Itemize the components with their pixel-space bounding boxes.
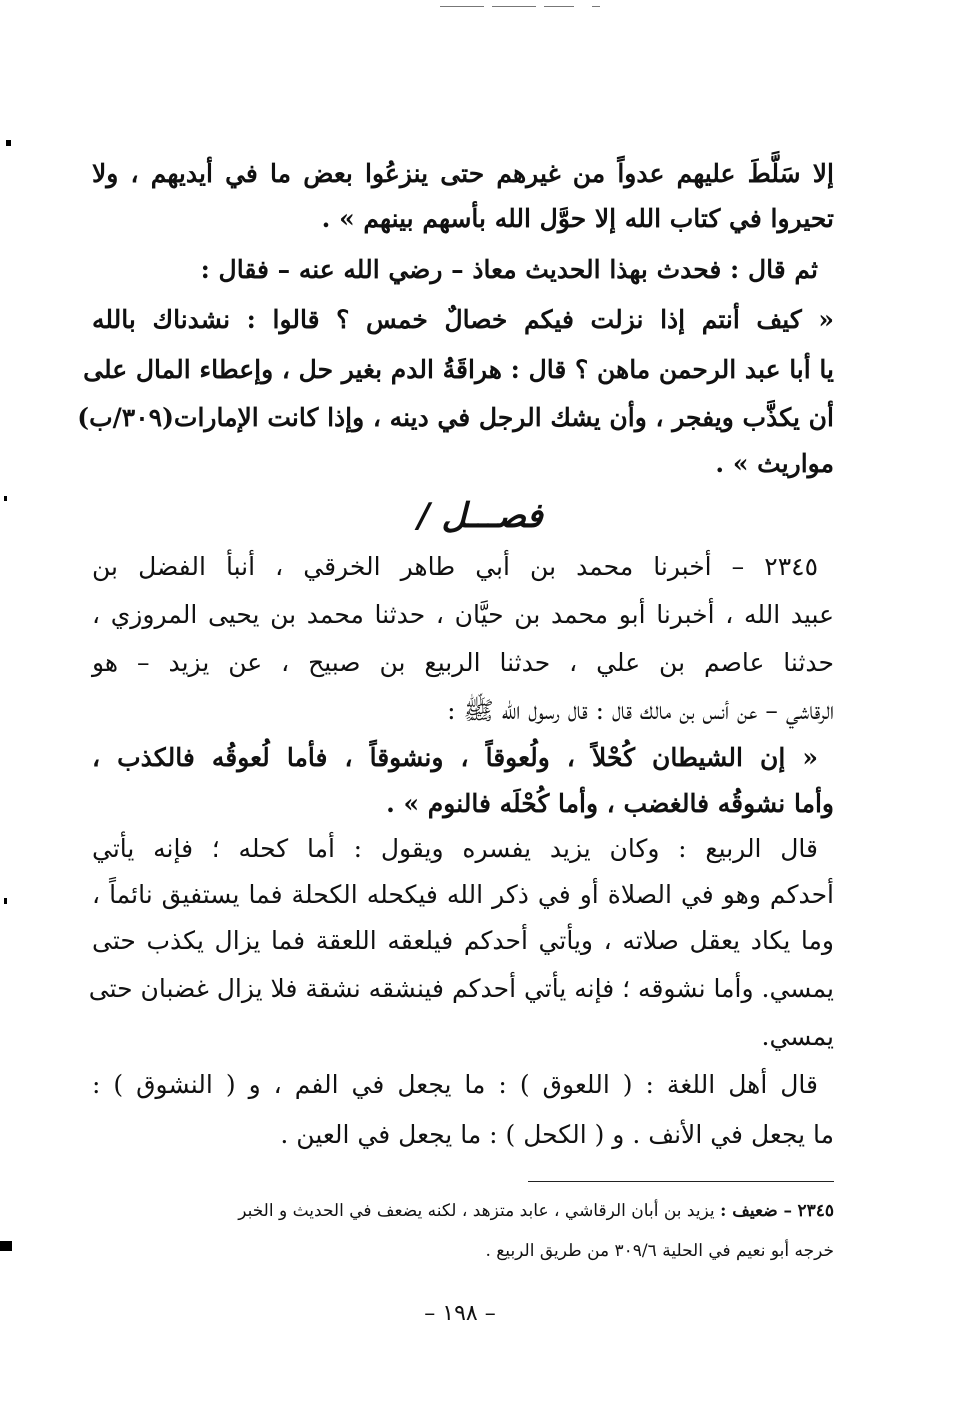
commentary-line: وما يكاد يعقل صلاته ، ويأتي أحدكم فيلعقه اللعقة فما يزال يكذب حتى [92,926,834,955]
margin-mark [4,898,7,904]
margin-mark [4,496,7,501]
hadith-line: الرقاشي – عن أنس بن مالك قال : قال رسول الله ﷺ : [447,696,834,725]
hadith-line: عبيد الله ، أخبرنا أبو محمد بن حيَّان ، حدثنا محمد بن يحيى المروزي ، [92,600,834,629]
hadith-line: ٢٣٤٥ – أخبرنا محمد بن أبي طاهر الخرقي ، أنبأ الفضل بن [92,552,818,581]
body-line: تحيروا في كتاب الله إلا حوَّل الله بأسهم بينهم » . [321,204,834,233]
footnote-number: ٢٣٤٥ [797,1201,834,1221]
commentary-line: أحدكم وهو في الصلاة أو في ذكر الله فيكحله الكحلة فما يستفيق نائماً ، [92,880,834,909]
body-line: أن يكذَّب ويفجر ، وأن يشك الرجل في دينه ، وإذا كانت الإمارات(٣٠٩/ب) [77,403,834,432]
footnote-line: خرجه أبو نعيم في الحلية ٣٠٩/٦ من طريق الربيع . [485,1241,834,1261]
commentary-line: قال الربيع : وكان يزيد يفسره ويقول : أما كحله ؛ فإنه يأتي [92,834,818,863]
matn-line: « إن الشيطان كُحْلاً ، ولُعوقاً ، ونشوقاً ، فأما لُعوقُه فالكذب ، [92,743,818,772]
section-heading: فصـــل / [417,496,543,536]
commentary-line: يمسي. وأما نشوقه ؛ فإنه يأتي أحدكم فينشقه نشقة فلا يزال غضبان حتى [88,974,834,1003]
footnote-grade: – ضعيف : [720,1201,793,1221]
body-line: إلا سَلَّطَ عليهم عدواً من غيرهم حتى ينزعُوا بعض ما في أيديهم ، ولا [92,159,834,188]
commentary-line: يمسي. [761,1022,834,1051]
page-number: – ١٩٨ – [424,1301,496,1326]
matn-line: وأما نشوقُه فالغضب ، وأما كُحْلَه فالنوم » . [386,789,834,818]
body-line: يا أبا عبد الرحمن ماهن ؟ قال : هراقَةُ الدم بغير حل ، وإعطاء المال على [83,355,834,384]
hadith-line: حدثنا عاصم بن علي ، حدثنا الربيع بن صبيح ، عن يزيد – هو [92,648,834,677]
lexical-note-line: ما يجعل في الأنف . و ( الكحل ) : ما يجعل في العين . [280,1120,834,1149]
margin-mark [6,140,11,146]
top-decorative-rule [440,4,602,10]
body-line: « كيف أنتم إذا نزلت فيكم خصالٌ خمس ؟ قالوا : نشدناك بالله [92,305,834,334]
lexical-note-line: قال أهل اللغة : ( اللعوق ) : ما يجعل في الفم ، و ( النشوق ) : [92,1070,818,1099]
footnote-separator [528,1181,834,1182]
body-line: مواريث » . [715,449,834,478]
margin-mark [0,1241,12,1251]
body-line: ثم قال : فحدث بهذا الحديث معاذ – رضي الله عنه – فقال : [200,255,818,284]
footnote-text: يزيد بن أبان الرقاشي ، عابد متزهد ، لكنه يضعف في الحديث و الخبر [238,1201,715,1221]
footnote-line [80,1192,834,1230]
